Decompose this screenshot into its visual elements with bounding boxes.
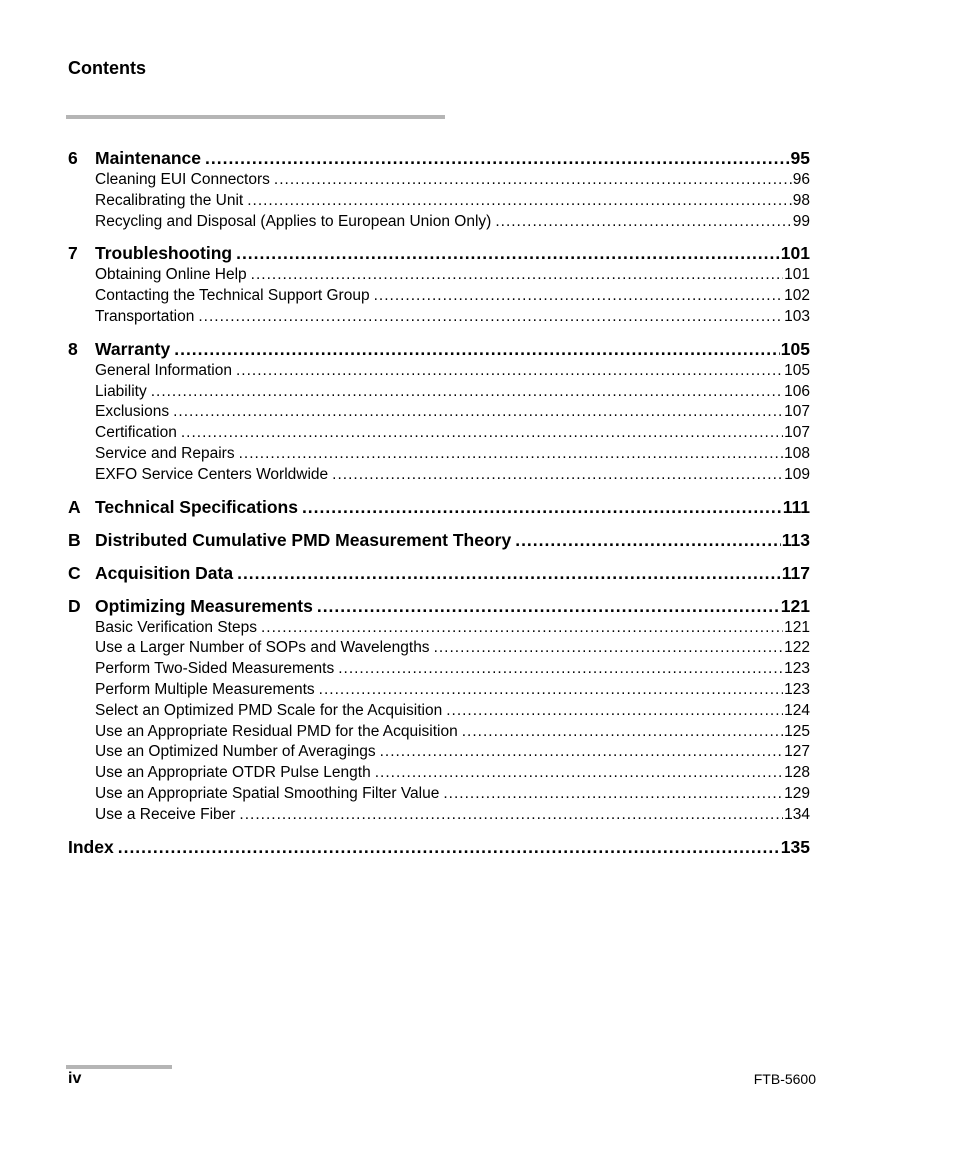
toc-subsection-page: 102 [784, 287, 810, 305]
dot-leader [261, 618, 783, 639]
table-of-contents [68, 146, 810, 859]
toc-subsection-entry[interactable] [95, 701, 810, 722]
toc-subsection-title: Use a Larger Number of SOPs and Wavelengths [95, 639, 430, 657]
dot-leader [302, 495, 782, 519]
toc-section-page: 117 [781, 562, 810, 583]
dot-leader [515, 528, 781, 552]
dot-leader [374, 286, 784, 307]
dot-leader [443, 784, 783, 805]
toc-subsection-entry[interactable] [95, 212, 810, 233]
toc-section-title: Warranty [95, 338, 171, 359]
toc-section-entry[interactable] [68, 337, 810, 361]
toc-subsection-title: Certification [95, 424, 177, 442]
toc-section-entry[interactable] [68, 594, 810, 618]
toc-subsection-entry[interactable] [95, 763, 810, 784]
toc-subsection-page: 123 [784, 680, 810, 698]
toc-subsection-page: 96 [792, 171, 810, 188]
dot-leader [118, 835, 780, 859]
dot-leader [375, 763, 783, 784]
toc-subsection-entry[interactable] [95, 659, 810, 680]
toc-section-page: 105 [780, 338, 810, 359]
toc-section-number: C [68, 562, 81, 583]
toc-subsection-title: Service and Repairs [95, 444, 235, 462]
toc-section-title: Distributed Cumulative PMD Measurement Theory [95, 529, 512, 550]
toc-subsection-entry[interactable] [95, 444, 810, 465]
toc-subsection-title: Select an Optimized PMD Scale for the Acquisition [95, 701, 443, 719]
toc-subsection-page: 98 [792, 191, 810, 209]
toc-section-number: 8 [68, 338, 78, 359]
footer-page-number: iv [68, 1070, 82, 1087]
toc-subsection-page: 125 [784, 722, 810, 740]
toc-subsection-entry[interactable] [95, 191, 810, 212]
dot-leader [236, 361, 783, 382]
toc-section-entry[interactable] [68, 528, 810, 552]
toc-section-page: 95 [790, 148, 810, 168]
dot-leader [205, 146, 790, 170]
toc-subsection-title: Perform Multiple Measurements [95, 680, 315, 698]
toc-subsection-title: Use an Optimized Number of Averagings [95, 743, 376, 761]
toc-subsection-entry[interactable] [95, 618, 810, 639]
dot-leader [151, 382, 783, 403]
dot-leader [274, 170, 792, 191]
toc-subsection-title: Use a Receive Fiber [95, 805, 236, 823]
toc-subsection-entry[interactable] [95, 286, 810, 307]
footer-divider [66, 1065, 172, 1069]
toc-subsection-page: 108 [784, 444, 810, 462]
dot-leader [495, 212, 791, 233]
footer-product-name: FTB-5600 [753, 1071, 816, 1087]
toc-section-page: 113 [781, 529, 810, 550]
toc-section-entry[interactable] [68, 835, 810, 859]
toc-subsection-page: 128 [784, 764, 810, 782]
toc-section-page: 135 [780, 836, 810, 857]
toc-subsection-entry[interactable] [95, 265, 810, 286]
toc-subsection-page: 103 [784, 307, 810, 325]
toc-subsection-title: Contacting the Technical Support Group [95, 287, 370, 305]
toc-subsection-page: 99 [792, 212, 810, 230]
toc-section-number: 6 [68, 148, 78, 168]
dot-leader [247, 191, 792, 212]
dot-leader [173, 402, 783, 423]
toc-section-number: 7 [68, 243, 78, 264]
toc-subsection-page: 123 [784, 660, 810, 678]
toc-subsection-page: 107 [784, 403, 810, 421]
toc-subsection-entry[interactable] [95, 638, 810, 659]
toc-subsection-entry[interactable] [95, 307, 810, 328]
page-title: Contents [68, 58, 146, 78]
toc-section-entry[interactable] [68, 146, 810, 170]
toc-section-entry[interactable] [68, 561, 810, 585]
toc-subsection-title: Transportation [95, 307, 195, 325]
toc-subsection-entry[interactable] [95, 722, 810, 743]
toc-section-number: A [68, 496, 81, 517]
toc-subsection-title: Use an Appropriate Residual PMD for the Acquisition [95, 722, 458, 740]
toc-subsection-title: Liability [95, 382, 147, 400]
toc-subsection-page: 121 [784, 618, 810, 636]
dot-leader [174, 337, 780, 361]
toc-section-title: Acquisition Data [95, 562, 234, 583]
dot-leader [237, 561, 781, 585]
toc-subsection-entry[interactable] [95, 742, 810, 763]
toc-section-title: Optimizing Measurements [95, 595, 313, 616]
toc-section-page: 111 [782, 496, 810, 517]
dot-leader [239, 444, 784, 465]
toc-section-title: Index [68, 836, 114, 857]
toc-subsection-title: General Information [95, 361, 232, 379]
dot-leader [332, 465, 783, 486]
toc-subsection-page: 109 [784, 465, 810, 483]
toc-subsection-entry[interactable] [95, 402, 810, 423]
dot-leader [380, 742, 784, 763]
toc-subsection-page: 105 [784, 361, 810, 379]
toc-section-page: 121 [780, 595, 810, 616]
toc-subsection-entry[interactable] [95, 170, 810, 191]
dot-leader [239, 805, 783, 826]
dot-leader [251, 265, 783, 286]
toc-subsection-title: Use an Appropriate Spatial Smoothing Filter Value [95, 784, 440, 802]
toc-subsection-title: Perform Two-Sided Measurements [95, 660, 335, 678]
dot-leader [181, 423, 783, 444]
toc-section-entry[interactable] [68, 241, 810, 265]
toc-subsection-title: Obtaining Online Help [95, 266, 247, 284]
toc-section-entry[interactable] [68, 495, 810, 519]
toc-section-title: Troubleshooting [95, 243, 233, 264]
toc-subsection-entry[interactable] [95, 680, 810, 701]
dot-leader [338, 659, 783, 680]
toc-subsection-page: 107 [784, 424, 810, 442]
toc-subsection-entry[interactable] [95, 361, 810, 382]
toc-subsection-entry[interactable] [95, 784, 810, 805]
toc-subsection-title: Cleaning EUI Connectors [95, 171, 270, 188]
toc-subsection-entry[interactable] [95, 805, 810, 826]
toc-subsection-entry[interactable] [95, 423, 810, 444]
dot-leader [319, 680, 783, 701]
toc-subsection-page: 122 [784, 639, 810, 657]
toc-subsection-page: 101 [784, 266, 810, 284]
toc-section-page: 101 [780, 243, 810, 264]
toc-subsection-page: 127 [784, 743, 810, 761]
toc-subsection-title: EXFO Service Centers Worldwide [95, 465, 329, 483]
toc-subsection-page: 134 [784, 805, 810, 823]
toc-subsection-title: Recycling and Disposal (Applies to European Union Only) [95, 212, 492, 230]
toc-subsection-title: Use an Appropriate OTDR Pulse Length [95, 764, 371, 782]
toc-subsection-entry[interactable] [95, 382, 810, 403]
dot-leader [317, 594, 780, 618]
dot-leader [236, 241, 780, 265]
dot-leader [462, 722, 783, 743]
toc-section-number: B [68, 529, 81, 550]
toc-subsection-page: 106 [784, 382, 810, 400]
toc-section-number: D [68, 595, 81, 616]
toc-section-title: Maintenance [95, 148, 201, 168]
toc-subsection-entry[interactable] [95, 465, 810, 486]
dot-leader [446, 701, 783, 722]
toc-subsection-page: 124 [784, 701, 810, 719]
toc-section-title: Technical Specifications [95, 496, 298, 517]
header-divider [66, 115, 445, 119]
dot-leader [198, 307, 783, 328]
toc-subsection-title: Exclusions [95, 403, 170, 421]
toc-subsection-title: Recalibrating the Unit [95, 191, 244, 209]
dot-leader [434, 638, 784, 659]
toc-subsection-title: Basic Verification Steps [95, 618, 257, 636]
toc-subsection-page: 129 [784, 784, 810, 802]
